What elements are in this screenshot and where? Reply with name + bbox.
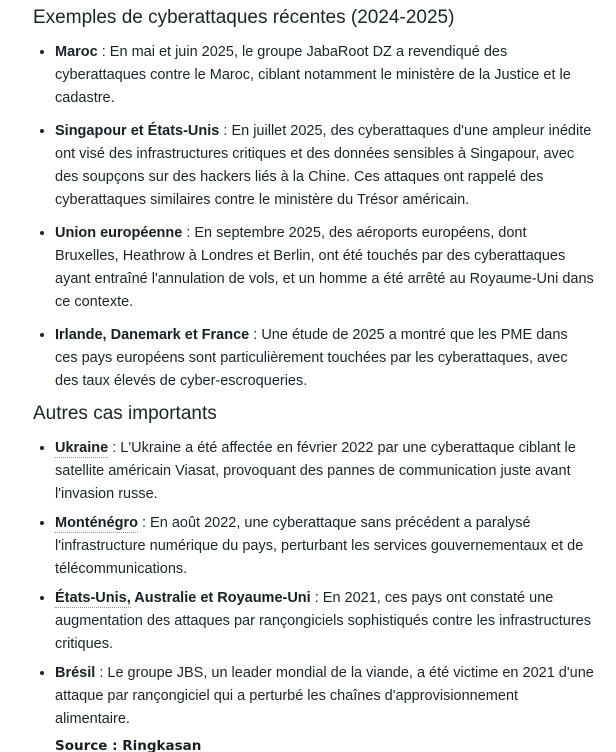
list-item bbox=[55, 40, 594, 110]
item-label-extra: Australie et Royaume-Uni bbox=[130, 590, 311, 606]
list-item bbox=[55, 436, 594, 506]
bullet-list bbox=[33, 436, 594, 731]
item-text: : En juillet 2025, des cyberattaques d'une ampleur inédite ont visé des infrastructures critiques et des données sensibles à Singapour, avec des soupçons sur des hackers liés à la Chine. Ces attaques ont rappelé des cyberattaques similaires contre le ministère du Trésor américain. bbox=[55, 123, 592, 208]
section-heading: Autres cas importants bbox=[33, 403, 217, 424]
item-label: Maroc bbox=[55, 44, 98, 60]
section-heading: Exemples de cyberattaques récentes (2024-2025) bbox=[33, 7, 455, 28]
item-text: : En mai et juin 2025, le groupe JabaRoot DZ a revendiqué des cyberattaques contre le Maroc, ciblant notamment le ministère de la Justice et le cadastre. bbox=[55, 44, 571, 106]
item-label: Brésil bbox=[55, 665, 96, 681]
list-item bbox=[55, 119, 594, 212]
item-text: : Une étude de 2025 a montré que les PME dans ces pays européens sont particulièrement touchées par les cyberattaques, avec des taux élevés de cyber-escroqueries. bbox=[55, 327, 568, 389]
item-label: Monténégro bbox=[55, 515, 138, 531]
list-item bbox=[55, 661, 594, 731]
source-line: Source : Ringkasan bbox=[55, 738, 202, 752]
item-label: Ukraine bbox=[55, 440, 109, 456]
document-content bbox=[33, 6, 594, 731]
section bbox=[33, 6, 594, 393]
item-label: Irlande, Danemark et France bbox=[55, 327, 250, 343]
list-item bbox=[55, 586, 594, 656]
item-label: Union européenne bbox=[55, 225, 183, 241]
item-label: Singapour et États-Unis bbox=[55, 123, 220, 139]
list-item bbox=[55, 323, 594, 393]
item-text: : En 2021, ces pays ont constaté une augmentation des attaques par rançongiciels sophistiqués contre les infrastructures critiques. bbox=[55, 590, 591, 652]
item-text: : En août 2022, une cyberattaque sans précédent a paralysé l'infrastructure numérique du pays, perturbant les services gouvernementaux et de télécommunications. bbox=[55, 515, 584, 577]
list-item bbox=[55, 221, 594, 314]
item-text: : En septembre 2025, des aéroports européens, dont Bruxelles, Heathrow à Londres et Berlin, ont été touchés par des cyberattaques ayant entraîné l'annulation de vols, et un homme a été arrêté au Royaume-Uni dans ce contexte. bbox=[55, 225, 594, 310]
section bbox=[33, 402, 594, 731]
list-item bbox=[55, 511, 594, 581]
item-text: : L'Ukraine a été affectée en février 2022 par une cyberattaque ciblant le satellite américain Viasat, provoquant des pannes de communication juste avant l'invasion russe. bbox=[55, 440, 576, 502]
item-label: États-Unis, bbox=[55, 590, 131, 606]
item-text: : Le groupe JBS, un leader mondial de la viande, a été victime en 2021 d'une attaque par rançongiciel qui a perturbé les chaînes d'approvisionnement alimentaire. bbox=[55, 665, 594, 727]
bullet-list bbox=[33, 40, 594, 393]
